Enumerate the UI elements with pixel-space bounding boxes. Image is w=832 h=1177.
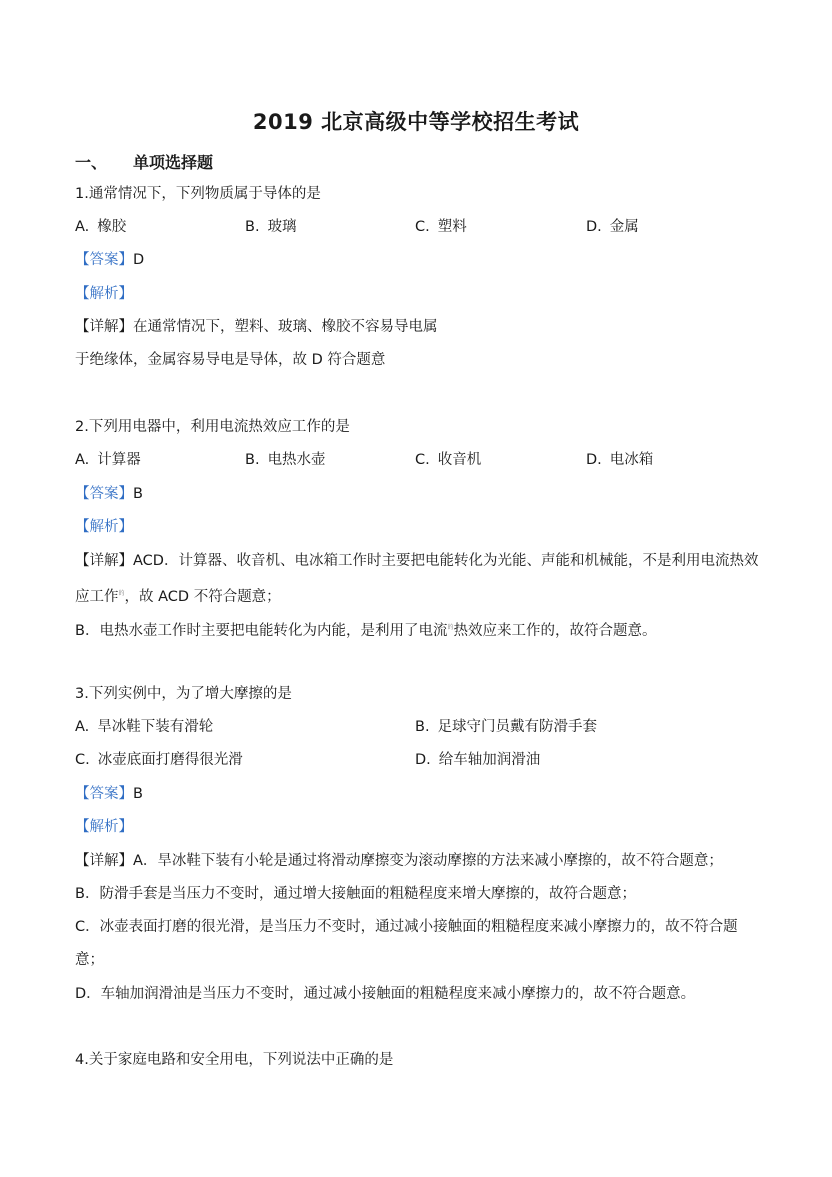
q3-detail-line-3: C．冰壶表面打磨的很光滑，是当压力不变时，通过减小接触面的粗糙程度来减小摩擦力的，故不符合题 — [75, 919, 738, 935]
q2-analysis: 【解析】 — [75, 519, 133, 535]
q2-detail-line-1: 【详解】ACD．计算器、收音机、电冰箱工作时主要把电能转化为光能、声能和机械能，不是利用电流热效 — [75, 553, 759, 569]
q2-answer — [75, 484, 143, 504]
q4-stem: 4.关于家庭电路和安全用电，下列说法中正确的是 — [75, 1052, 394, 1068]
q3-answer — [75, 784, 143, 804]
q2-option-b: B. 电热水壶 — [245, 452, 326, 468]
q3-option-d: D. 给车轴加润滑油 — [415, 752, 541, 768]
q2-detail-line-3: B．电热水壶工作时主要把电能转化为内能，是利用了电流$^的$热效应来工作的，故符合题意。 — [75, 622, 657, 639]
q3-analysis: 【解析】 — [75, 819, 133, 835]
page-title: 2019 北京高级中等学校招生考试 — [252, 110, 580, 134]
section-name: 单项选择题 — [133, 153, 214, 172]
q3-detail-line-5: D．车轴加润滑油是当压力不变时，通过减小接触面的粗糙程度来减小摩擦力的，故不符合题意。 — [75, 986, 696, 1002]
answer-value: B — [133, 486, 143, 502]
q3-option-c: C. 冰壶底面打磨得很光滑 — [75, 752, 243, 768]
section-heading — [75, 150, 213, 173]
answer-value: D — [133, 252, 145, 268]
q2-option-d: D. 电冰箱 — [586, 452, 654, 468]
faint-mark: 的 — [118, 590, 125, 597]
q1-stem: 1.通常情况下，下列物质属于导体的是 — [75, 186, 321, 202]
faint-mark: 的 — [447, 624, 454, 631]
q1-option-b: B. 玻璃 — [245, 219, 297, 235]
q3-stem: 3.下列实例中，为了增大摩擦的是 — [75, 686, 292, 702]
q3-detail-line-1: 【详解】A．旱冰鞋下装有小轮是通过将滑动摩擦变为滚动摩擦的方法来减小摩擦的，故不符合题意； — [75, 853, 723, 869]
answer-label: 【答案】 — [75, 786, 133, 802]
q3-option-a: A. 旱冰鞋下装有滑轮 — [75, 719, 214, 735]
answer-label: 【答案】 — [75, 486, 133, 502]
q3-option-b: B. 足球守门员戴有防滑手套 — [415, 719, 598, 735]
q3-detail-line-4: 意； — [75, 952, 104, 968]
q1-detail-line-2: 于绝缘体，金属容易导电是导体，故 D 符合题意 — [75, 352, 386, 368]
q1-detail-line-1: 【详解】在通常情况下，塑料、玻璃、橡胶不容易导电属 — [75, 319, 438, 335]
q2-detail-line-2: 应工作$^的$，故 ACD 不符合题意； — [75, 588, 281, 605]
q2-stem: 2.下列用电器中，利用电流热效应工作的是 — [75, 419, 350, 435]
q2-option-c: C. 收音机 — [415, 452, 482, 468]
q1-option-c: C. 塑料 — [415, 219, 467, 235]
answer-label: 【答案】 — [75, 252, 133, 268]
section-index: 一、 — [75, 153, 108, 172]
q1-option-a: A. 橡胶 — [75, 219, 127, 235]
q2-option-a: A. 计算器 — [75, 452, 141, 468]
q1-option-d: D. 金属 — [586, 219, 639, 235]
answer-value: B — [133, 786, 143, 802]
q1-analysis: 【解析】 — [75, 286, 133, 302]
q3-detail-line-2: B．防滑手套是当压力不变时，通过增大接触面的粗糙程度来增大摩擦的，故符合题意； — [75, 886, 636, 902]
q1-answer — [75, 250, 144, 270]
